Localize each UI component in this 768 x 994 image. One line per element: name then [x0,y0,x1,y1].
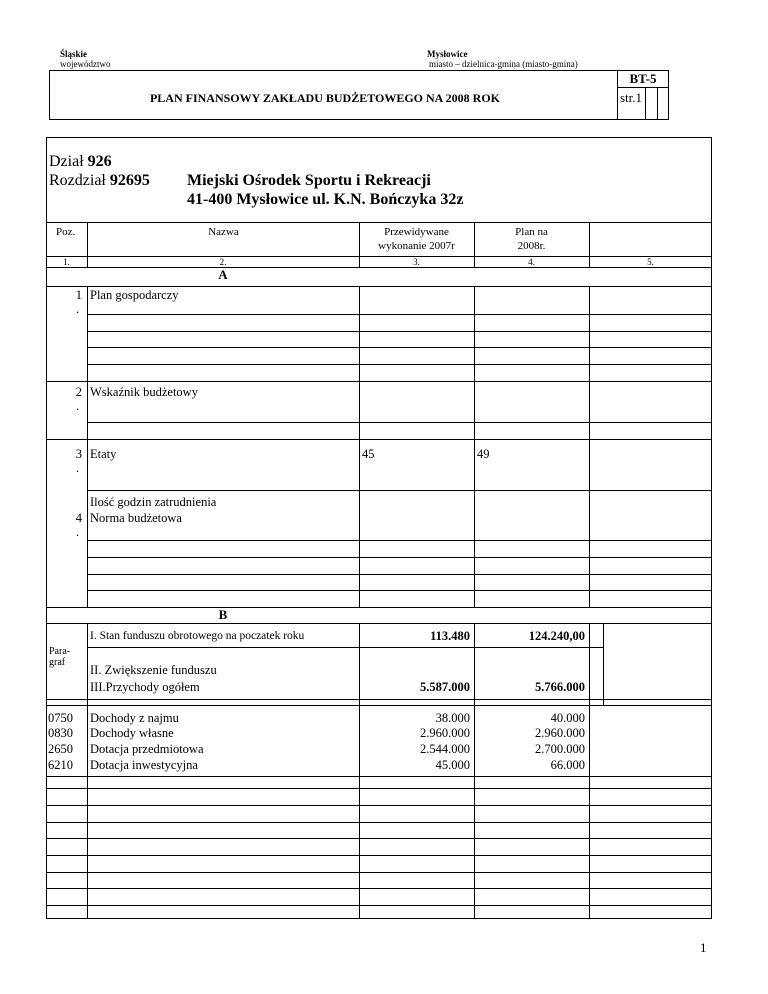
row-0830-name: Dochody własne [90,726,174,740]
row-2650-2007: 2.544.000 [420,742,470,756]
row-2650-name: Dotacja przedmiotowa [90,742,204,756]
item-3-dot: . [76,461,80,475]
col-plan-2: 2008r. [517,240,546,252]
item-4-num: 4 [75,511,82,525]
przychody-label: III.Przychody ogółem [90,680,200,694]
item-4-pre-name: Ilość godzin zatrudnienia [90,495,217,509]
item-2-name: Wskaźnik budżetowy [90,385,198,399]
region-value: Śląskie [60,49,88,59]
page-label: str.1 [620,90,643,105]
col-num-3: 3. [413,257,420,267]
row-0750-par: 0750 [48,711,73,725]
col-poz: Poz. [56,226,76,238]
form-code: BT-5 [629,71,657,86]
stan-label: I. Stan funduszu obrotowego na poczatek roku [90,630,305,642]
row-0830-2007: 2.960.000 [420,726,470,740]
item-1-num: 1 [75,288,82,302]
unit-name: Miejski Ośrodek Sportu i Rekreacji [187,172,431,189]
row-0830-2008: 2.960.000 [535,726,585,740]
paragraf-label-1: Para- [49,646,71,657]
col-przewidywane-2: wykonanie 2007r [378,240,455,252]
rozdzial-row [49,172,150,190]
row-6210-par: 6210 [48,758,73,772]
form-frame [46,137,712,919]
item-1-name: Plan gospodarczy [90,288,179,302]
page-number: 1 [700,940,707,955]
col-num-1: 1. [63,257,70,267]
item-3-value-2008: 49 [477,447,490,461]
item-1-dot: . [76,302,80,316]
rozdzial-value: 92695 [109,172,150,189]
city-label: miasto – dzielnica-gmina (miasto-gmina) [429,59,578,69]
row-0750-2007: 38.000 [435,711,470,725]
stan-2008: 124.240,00 [528,629,585,643]
rozdzial-label: Rozdział [49,172,106,189]
item-2-dot: . [76,399,80,413]
przychody-2007: 5.587.000 [420,680,470,694]
item-2-num: 2 [75,385,82,399]
unit-address: 41-400 Mysłowice ul. K.N. Bończyka 32z [187,191,464,208]
region-label: województwo [60,59,111,69]
row-0830-par: 0830 [48,726,73,740]
section-b-label: B [218,607,228,622]
row-6210-2007: 45.000 [435,758,470,772]
col-num-4: 4. [528,257,535,267]
col-num-5: 5. [647,257,654,267]
zwiekszenie-label: II. Zwiększenie funduszu [90,663,217,677]
dzial-value: 926 [87,153,112,170]
col-nazwa: Nazwa [208,226,239,238]
row-2650-2008: 2.700.000 [535,742,585,756]
page-title: PLAN FINANSOWY ZAKŁADU BUDŻETOWEGO NA 2008 ROK [149,91,501,105]
row-6210-name: Dotacja inwestycyjna [90,758,198,772]
col-num-2: 2. [219,257,227,267]
row-6210-2008: 66.000 [550,758,585,772]
item-3-value-2007: 45 [362,447,375,461]
row-0750-name: Dochody z najmu [90,711,179,725]
row-0750-2008: 40.000 [550,711,585,725]
col-plan: Plan na [515,226,548,238]
paragraf-label-2: graf [49,657,66,668]
stan-2007: 113.480 [430,629,470,643]
city-value: Mysłowice [427,49,468,59]
section-a-label: A [218,267,228,282]
item-4-name: Norma budżetowa [90,511,182,525]
col-przewidywane: Przewidywane [384,226,449,238]
dzial-row [49,153,112,171]
item-3-num: 3 [75,447,82,461]
item-3-name: Etaty [90,447,117,461]
dzial-label: Dział [49,153,84,170]
przychody-2008: 5.766.000 [535,680,585,694]
row-2650-par: 2650 [48,742,73,756]
item-4-dot: . [76,525,80,539]
